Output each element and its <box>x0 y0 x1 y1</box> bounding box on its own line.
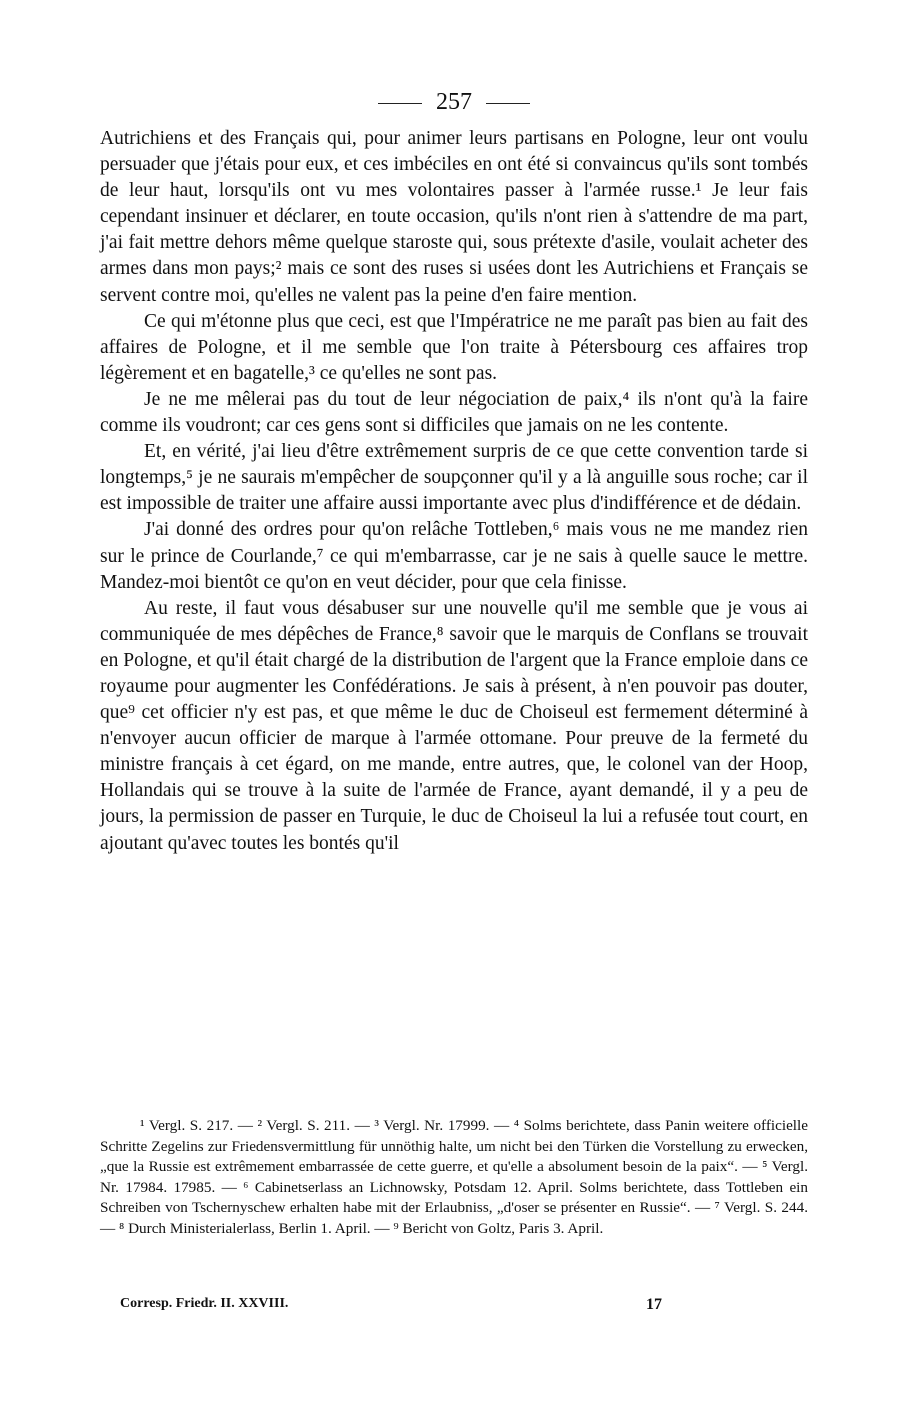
paragraph: J'ai donné des ordres pour qu'on relâche Tottleben,⁶ mais vous ne me mandez rien sur le prince de Courlande,⁷ ce qui m'embarrasse, car je ne sais à quelle sauce le mettre. Mandez-moi bientôt ce qu'on en veut décider, pour que cela finisse. <box>100 519 808 593</box>
footnote-text: ¹ Vergl. S. 217. — ² Vergl. S. 211. — ³ Vergl. Nr. 17999. — ⁴ Solms berichtete, dass Panin weitere officielle Schritte Zegelins zur Friedensvermittlung für unnöthig halte, um nicht bei den Türken die Vorstellung zu erwecken, „que la Russie est extrêmement embarrassée de cette guerre, et qu'elle a absolument besoin de la paix“. — ⁵ Vergl. Nr. 17984. 17985. — ⁶ Cabinetserlass an Lichnowsky, Potsdam 12. April. Solms berichtete, dass Tottleben ein Schreiben von Tschernyschew erhalten habe mit der Erlaubniss, „d'oser se présenter en Russie“. — ⁷ Vergl. S. 244. — ⁸ Durch Ministerialerlass, Berlin 1. April. — ⁹ Bericht von Goltz, Paris 3. April. <box>100 1117 808 1237</box>
paragraph: Et, en vérité, j'ai lieu d'être extrêmement surpris de ce que cette convention tarde si longtemps,⁵ je ne saurais m'empêcher de soupçonner qu'il y a là anguille sous roche; car il est impossible de traiter une affaire aussi importante avec plus d'indifférence et de dédain. <box>100 441 808 515</box>
paragraph: Autrichiens et des Français qui, pour animer leurs partisans en Pologne, leur ont voulu persuader que j'étais pour eux, et ces imbéciles en ont été si convaincus qu'ils sont tombés de leur haut, lorsqu'ils ont vu mes volontaires passer à l'armée russe.¹ Je leur fais cependant insinuer et déclarer, en toute occasion, qu'ils n'ont rien à s'attendre de ma part, j'ai fait mettre dehors même quelque staroste qui, sous prétexte d'asile, voulait acheter des armes dans mon pays;² mais ce sont des ruses si usées dont les Autrichiens et Français se servent contre moi, qu'elles ne valent pas la peine d'en faire mention. <box>100 128 808 306</box>
paragraph: Au reste, il faut vous désabuser sur une nouvelle qu'il me semble que je vous ai communiquée de mes dépêches de France,⁸ savoir que le marquis de Conflans se trouvait en Pologne, et qu'il était chargé de la distribution de l'argent que la France emploie dans ce royaume pour augmenter les Confédérations. Je sais à présent, à n'en pouvoir pas douter, que⁹ cet officier n'y est pas, et que même le duc de Choiseul est fermement déterminé à n'envoyer aucun officier de marque à l'armée ottomane. Pour preuve de la fermeté du ministre français à cet égard, on me mande, entre autres, que, le colonel van der Hoop, Hollandais qui se trouve à la suite de l'armée de France, ayant demandé, il y a peu de jours, la permission de passer en Turquie, le duc de Choiseul la lui a refusée tout court, en ajoutant qu'avec toutes les bontés qu'il <box>100 597 808 854</box>
main-text <box>100 126 808 857</box>
signature-label: Corresp. Friedr. II. XXVIII. <box>120 1296 289 1311</box>
page-number: 257 <box>436 89 472 115</box>
page-header <box>100 88 808 116</box>
page <box>100 88 808 857</box>
paragraph: Je ne me mêlerai pas du tout de leur négociation de paix,⁴ ils n'ont qu'à la faire comme ils voudront; car ces gens sont si difficiles que jamais on ne les contente. <box>100 388 808 437</box>
signature-line <box>120 1296 680 1312</box>
header-rule-left <box>378 103 422 104</box>
signature-number: 17 <box>646 1296 662 1313</box>
footnotes <box>100 1116 808 1240</box>
header-rule-right <box>486 103 530 104</box>
paragraph: Ce qui m'étonne plus que ceci, est que l'Impératrice ne me paraît pas bien au fait des affaires de Pologne, et il me semble que l'on traite à Pétersbourg ces affaires trop légèrement et en bagatelle,³ ce qu'elles ne sont pas. <box>100 310 808 384</box>
